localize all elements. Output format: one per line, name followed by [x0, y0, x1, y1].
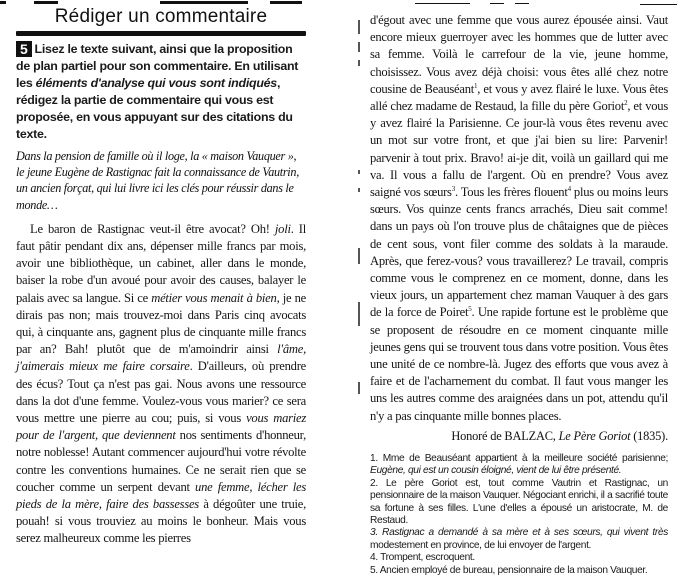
- exercise-number-badge: 5: [16, 41, 32, 57]
- footnotes: [370, 453, 668, 577]
- scan-artifact: [515, 3, 529, 4]
- passage-text: , et vous y avez flairé la Parisienne. Ce jour-là vous êtes revenu avec un mot sur votre front, et que j'ai bien su lire: Parvenir! parvenir à tout prix. Bravo! ai-je dit, voilà un gaillard qui me va. Il vous a fallu de l'argent. Où en prendre? Vous avez saigné vos sœurs: [370, 99, 669, 200]
- margin-scan-marks: [356, 20, 364, 580]
- scan-mark: [358, 60, 360, 66]
- passage-text: , je ne dirais pas non; mais trouvez-moi dans Paris cinq avocats qui, à cinquante ans, gagnent plus de cinquante mille francs par an? Bah! plutôt que de m'amoindrir ainsi: [16, 290, 306, 357]
- footnote-text: 2. Le père Goriot est, tout comme Vautrin et Rastignac, un pensionnaire de la maison Vauquer. Négociant enrichi, il a sacrifié toute sa fortune à ses filles. L'une d'elles a épousé un aristocrate, M. de Restaud.: [370, 477, 668, 526]
- passage-text: d'égout avec une femme que vous aurez épousée ainsi. Vaut encore mieux guerroyer avec les hommes que de lutter avec sa femme. Voilà le carrefour de la vie, jeune homme, choisissez. Vous avez déjà choisi: vous êtes allé chez notre cousine de Beauséant: [370, 13, 668, 96]
- scan-artifact: [160, 1, 248, 4]
- scan-mark: [358, 20, 360, 34]
- footnote-5: [370, 565, 668, 577]
- page-title: Rédiger un commentaire: [54, 6, 268, 27]
- passage-text: , et vous y avez flairé le luxe. Vous êtes allé chez madame de Restaud, la fille du père Goriot: [370, 81, 669, 114]
- passage-intro: Dans la pension de famille où il loge, la « maison Vauquer », le jeune Eugène de Rastignac fait la connaissance de Vautrin, un ancien forçat, qui lui livre ici les clés pour réussir dans le monde…: [16, 149, 299, 212]
- passage-text: . D'ailleurs, où prendre des écus? Tout ça n'est pas gai. Nous avons une ressource dans la dot d'une femme. Voulez-vous vous marier? ce sera vous mettre une pierre au cou; puis, si vous: [16, 359, 306, 426]
- passage-right: [370, 12, 668, 425]
- footnote-1: [370, 453, 668, 478]
- footnote-text: 1. Mme de Beauséant appartient à la meilleure société parisienne;: [370, 452, 668, 464]
- scan-mark: [358, 382, 360, 394]
- footnote-ref-1: 1: [474, 81, 478, 90]
- footnote-ref-5: 5: [468, 305, 472, 314]
- passage-italic: métier vous menait à bien: [151, 290, 277, 305]
- footnote-italic: 3. Rastignac a demandé à sa mère et à ses sœurs, qui vivent très: [370, 527, 668, 539]
- passage-left: [16, 221, 306, 548]
- footnote-ref-2: 2: [624, 98, 628, 107]
- footnote-text: modestement en province, de lui envoyer de l'argent.: [370, 539, 592, 551]
- scan-artifact: [270, 1, 302, 4]
- right-column: [370, 12, 668, 577]
- scan-artifact: [0, 1, 6, 4]
- scan-artifact: [490, 3, 504, 4]
- footnote-2: [370, 478, 668, 528]
- passage-text: Le baron de Rastignac veut-il être avocat? Oh!: [30, 221, 275, 236]
- title-underline-rule: [16, 31, 306, 36]
- instruction-text: , rédigez la partie de commentaire qui vous est proposée, en vous appuyant sur des citations du texte.: [16, 76, 293, 141]
- scan-mark: [358, 170, 360, 174]
- footnote-text: 4. Trompent, escroquent.: [370, 552, 475, 564]
- passage-text: plus ou moins leurs sœurs. Vos quinze cents francs arrachés, Dieu sait comme! dans un pays où l'on trouve plus de châtaignes que de pièces de cent sous, vont filer comme des soldats à la maraude. Après, que ferez-vous? vous travaillerez? Le travail, compris comme vous le comprenez en ce moment, donne, dans les vieux jours, un appartement chez maman Vauquer à des gars de la force de Poiret: [370, 185, 668, 320]
- scan-artifact: [640, 4, 677, 5]
- passage-text: . Tous les frères flouent: [454, 185, 568, 200]
- exercise-instruction: [16, 41, 306, 143]
- passage-italic: joli: [274, 221, 291, 236]
- passage-italic: l'âme, j'aimerais mieux me faire corsaire: [16, 342, 306, 374]
- footnote-text: 5. Ancien employé de bureau, pensionnaire de la maison Vauquer.: [370, 564, 648, 576]
- left-column: [16, 6, 306, 548]
- passage-text: nos sentiments d'honneur, notre noblesse! Autant commencer aujourd'hui votre révolte contre les conventions humaines. Ce ne serait rien que se coucher comme un serpent devant: [16, 428, 306, 494]
- scan-mark: [358, 248, 360, 264]
- scan-artifact: [415, 3, 470, 4]
- footnote-ref-3: 3: [451, 184, 455, 193]
- publication-year: (1835).: [630, 428, 668, 443]
- instruction-text: Lisez le texte suivant, ainsi que la proposition de plan partiel pour son commentaire. En utilisant les: [16, 42, 299, 90]
- scan-mark: [358, 188, 360, 192]
- passage-text: . Une rapide fortune est le problème que se proposent de résoudre en ce moment cinquante mille jeunes gens qui se trouvent tous dans votre position. Vous êtes une unité de ce nombre-là. Jugez des efforts que vous avez à faire et de l'acharnement du combat. Il faut vous manger les uns les autres comme des araignées dans un pot, attendu qu'il n'y a pas cinquante mille bonnes places.: [370, 305, 668, 423]
- passage-italic: une femme, lécher les pieds de la mère, faire des bassesses: [16, 479, 306, 512]
- footnote-4: [370, 552, 668, 564]
- passage-text: . Il faut pâtir pendant dix ans, dépenser mille francs par mois, avoir une bibliothèque, un cabinet, aller dans le monde, baiser la robe d'un avoué pour avoir des causes, balayer le palais avec sa langue. Si ce: [16, 221, 306, 305]
- scan-artifact: [34, 1, 58, 4]
- passage-italic: vous mariez pour de l'argent, que deviennent: [16, 411, 307, 443]
- scan-mark: [358, 302, 360, 326]
- source-attribution: [370, 429, 668, 444]
- instruction-emphasis: éléments d'analyse qui vous sont indiqués: [35, 76, 277, 90]
- footnote-italic: Eugène, qui est un cousin éloigné, vient de lui être présenté.: [370, 465, 622, 477]
- footnote-ref-4: 4: [567, 184, 571, 193]
- footnote-3: [370, 527, 668, 552]
- scan-mark: [358, 42, 360, 52]
- work-title: Le Père Goriot: [558, 428, 631, 443]
- author-name: Honoré de BALZAC,: [451, 428, 559, 443]
- passage-text: à dégoûter une truie, pouah! si vous trouviez au moins le bonheur. Mais vous serez malheureux comme les pierres: [16, 497, 306, 546]
